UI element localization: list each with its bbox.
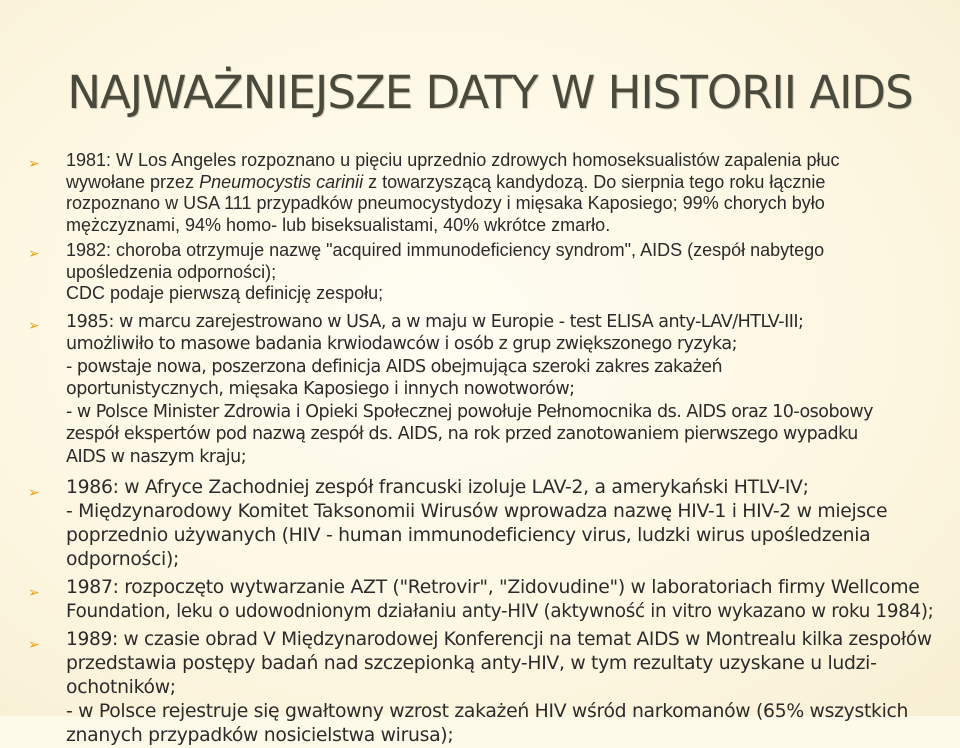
item-line: umożliwiło to masowe badania krwiodawców i osób z grup zwiększonego ryzyka; — [66, 334, 737, 355]
item-line: rozpoznano w USA 111 przypadków pneumocystydozy i mięsaka Kaposiego; 99% chorych było — [66, 193, 825, 213]
arrowhead-bullet-icon: ➢ — [28, 156, 40, 172]
item-line: odporności); — [66, 548, 179, 570]
item-line: CDC podaje pierwszą definicję zespołu; — [66, 283, 384, 303]
item-line: 1981: W Los Angeles rozpoznano u pięciu uprzednio zdrowych homoseksualistów zapalenia płuc — [66, 150, 840, 170]
item-line: AIDS w naszym kraju; — [66, 447, 247, 468]
arrowhead-bullet-icon: ➢ — [28, 246, 40, 262]
list-item-1989 — [28, 628, 940, 748]
item-line: przedstawia postępy badań nad szczepionką anty-HIV, w tym rezultaty uzyskane u ludzi- — [66, 652, 877, 674]
arrowhead-bullet-icon: ➢ — [28, 484, 40, 501]
item-line: 1986: w Afryce Zachodniej zespół francuski izoluje LAV-2, a amerykański HTLV-IV; — [66, 476, 809, 498]
item-line: - w Polsce Minister Zdrowia i Opieki Społecznej powołuje Pełnomocnika ds. AIDS oraz 10-osobowy — [66, 401, 873, 422]
item-line: mężczyznami, 94% homo- lub biseksualistami, 40% wkrótce zmarło. — [66, 214, 611, 235]
timeline-list — [28, 150, 940, 748]
list-item-1982 — [28, 240, 940, 305]
arrowhead-bullet-icon: ➢ — [28, 584, 40, 601]
list-item-1987 — [28, 576, 940, 624]
item-line: oportunistycznych, mięsaka Kaposiego i innych nowotworów; — [66, 379, 575, 400]
item-line: znanych przypadków nosicielstwa wirusa); — [66, 724, 454, 746]
list-item-1986 — [28, 476, 940, 572]
list-item-1985 — [28, 311, 940, 469]
item-line: - w Polsce rejestruje się gwałtowny wzrost zakażeń HIV wśród narkomanów (65% wszystkich — [66, 700, 909, 722]
item-line: - Międzynarodowy Komitet Taksonomii Wirusów wprowadza nazwę HIV-1 i HIV-2 w miejsce — [66, 500, 888, 522]
item-line: zespół ekspertów pod nazwą zespół ds. AIDS, na rok przed zanotowaniem pierwszego wypadku — [66, 424, 858, 445]
item-line: 1989: w czasie obrad V Międzynarodowej Konferencji na temat AIDS w Montrealu kilka zespołów — [66, 628, 932, 650]
item-line: - powstaje nowa, poszerzona definicja AIDS obejmująca szeroki zakres zakażeń — [66, 356, 723, 377]
item-line: upośledzenia odporności); — [66, 261, 277, 282]
item-line: 1987: rozpoczęto wytwarzanie AZT ("Retrovir", "Zidovudine") w laboratoriach firmy Wellcome — [66, 576, 920, 598]
item-line: 1982: choroba otrzymuje nazwę "acquired immunodeficiency syndrom", AIDS (zespół nabytego — [66, 240, 825, 260]
item-line: Foundation, leku o udowodnionym działaniu anty-HIV (aktywność in vitro wykazano w roku 1984); — [66, 600, 934, 622]
italic-species-name: Pneumocystis carinii — [199, 171, 364, 192]
item-line: wywołane przez Pneumocystis carinii z towarzyszącą kandydozą. Do sierpnia tego roku łącznie — [66, 171, 826, 192]
item-line: poprzednio używanych (HIV - human immunodeficiency virus, ludzki wirus upośledzenia — [66, 524, 871, 546]
list-item-1981 — [28, 150, 940, 236]
item-line: ochotników; — [66, 676, 176, 698]
arrowhead-bullet-icon: ➢ — [28, 317, 40, 334]
page-title: NAJWAŻNIEJSZE DATY W HISTORII AIDS — [67, 66, 913, 119]
arrowhead-bullet-icon: ➢ — [28, 636, 40, 653]
item-line: 1985: w marcu zarejestrowano w USA, a w maju w Europie - test ELISA anty-LAV/HTLV-III; — [66, 311, 804, 332]
